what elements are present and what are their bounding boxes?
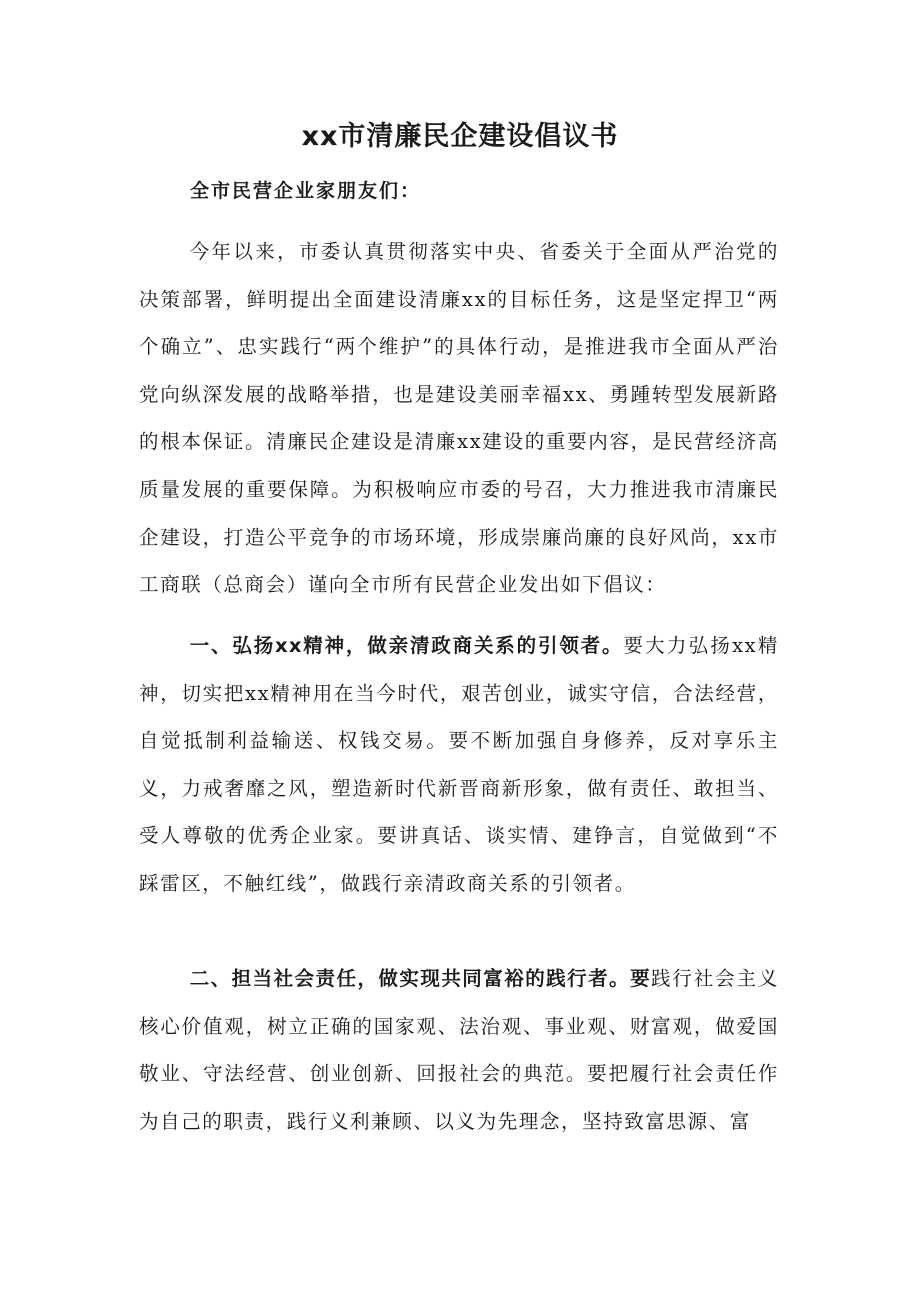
paragraph-body: 践行社会主义核心价值观，树立正确的国家观、法治观、事业观、财富观，做爱国敬业、守法经营、创业创新、回报社会的典范。要把履行社会责任作为自己的职责，践行义利兼顾、以义为先理念，坚持致富思源、富 [139, 967, 779, 1133]
paragraph-body: 今年以来，市委认真贯彻落实中央、省委关于全面从严治党的决策部署，鲜明提出全面建设清廉xx的目标任务，这是坚定捍卫“两个确立”、忠实践行“两个维护”的具体行动，是推进我市全面从严治党向纵深发展的战略举措，也是建设美丽幸福xx、勇踵转型发展新路的根本保证。清廉民企建设是清廉xx建设的重要内容，是民营经济高质量发展的重要保障。为积极响应市委的号召，大力推进我市清廉民企建设，打造公平竞争的市场环境，形成崇廉尚廉的良好风尚，xx市工商联（总商会）谨向全市所有民营企业发出如下倡议： [139, 240, 779, 597]
paragraph-intro [139, 228, 779, 609]
paragraph-proposal-2 [139, 955, 779, 1145]
paragraph-proposal-1 [139, 622, 779, 908]
paragraph-body: 要大力弘扬xx精神，切实把xx精神用在当今时代，艰苦创业，诚实守信，合法经营，自觉抵制利益输送、权钱交易。要不断加强自身修养，反对享乐主义，力戒奢靡之风，塑造新时代新晋商新形象，做有责任、敢担当、受人尊敬的优秀企业家。要讲真话、谈实情、建铮言，自觉做到“不踩雷区，不触红线”，做践行亲清政商关系的引领者。 [139, 634, 779, 895]
paragraph-lead: 二、担当社会责任，做实现共同富裕的践行者。要 [189, 967, 652, 990]
document-title: xx市清廉民企建设倡议书 [301, 121, 619, 152]
salutation: 全市民营企业家朋友们： [190, 180, 422, 202]
paragraph-lead: 一、弘扬xx精神，做亲清政商关系的引领者。 [189, 634, 624, 657]
